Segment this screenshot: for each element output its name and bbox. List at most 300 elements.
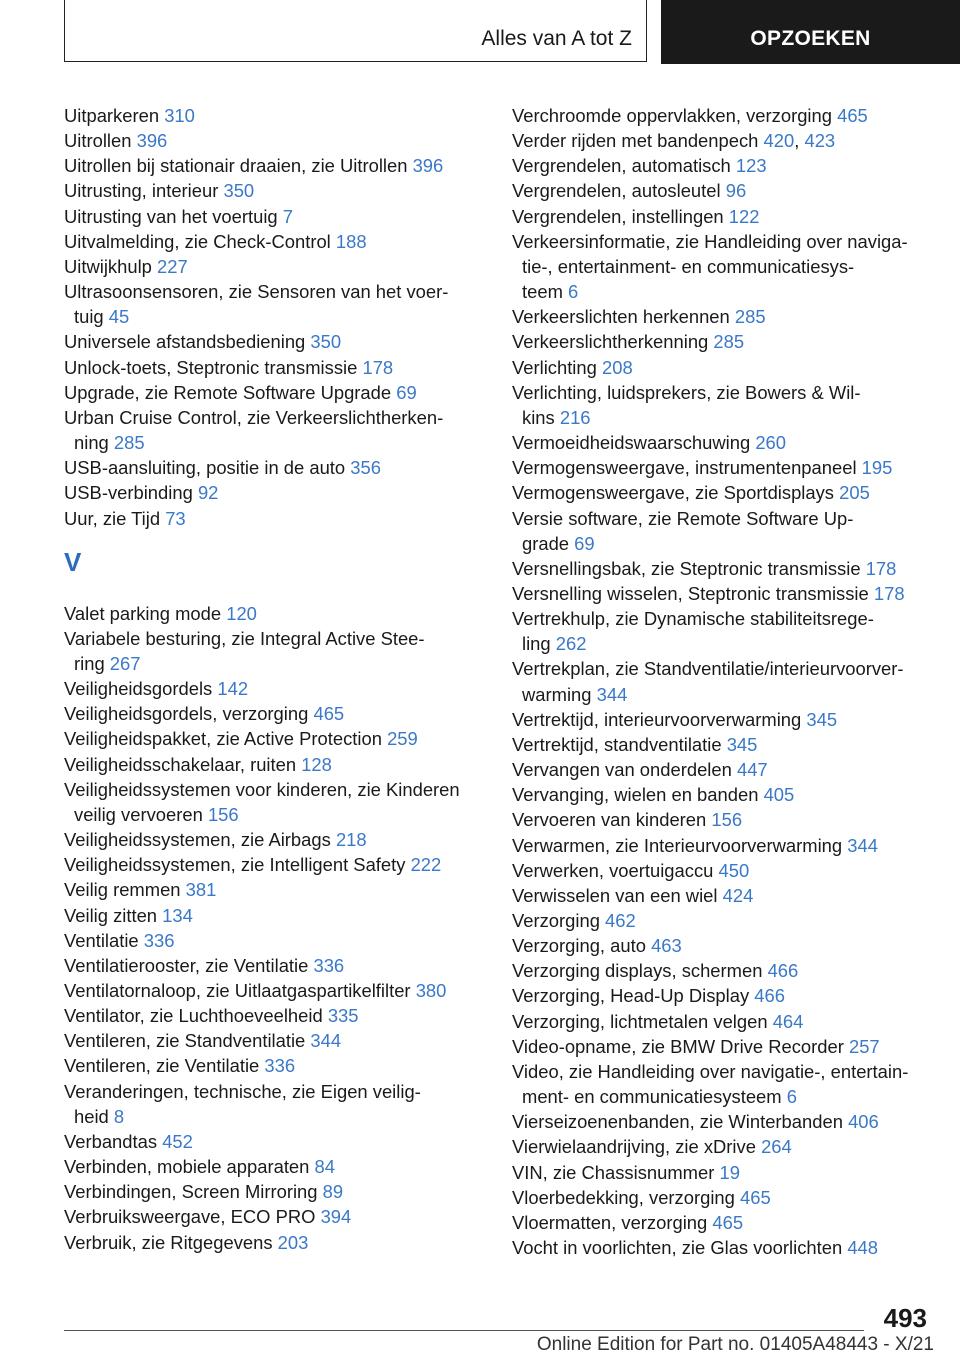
index-entry-line (64, 827, 484, 852)
index-entry-line (522, 631, 942, 656)
page-link[interactable]: 463 (651, 935, 682, 957)
page-link[interactable]: 134 (162, 904, 193, 926)
footer-divider (64, 1330, 864, 1331)
page-link[interactable]: 69 (396, 381, 417, 403)
page-link[interactable]: 466 (754, 985, 785, 1007)
index-entry-text: Veiligheidssystemen voor kinderen, zie Kinderen (64, 778, 460, 800)
index-entry-line (512, 355, 942, 380)
index-entry (512, 581, 942, 606)
index-entry-line (512, 707, 942, 732)
footer-edition-text: Online Edition for Part no. 01405A48443 - X/21 (536, 1334, 934, 1355)
index-entry-line (64, 254, 484, 279)
index-entry-text: Uitrollen bij stationair draaien, zie Uitrollen (64, 155, 408, 177)
index-entry-text: Veiligheidsschakelaar, ruiten (64, 753, 297, 775)
index-entry-line (64, 1230, 484, 1255)
index-entry-line (512, 908, 942, 933)
index-entry-text: Ventilator, zie Luchthoeveelheid (64, 1005, 323, 1027)
index-entry-line (512, 1034, 942, 1059)
index-entry-text: Universele afstandsbediening (64, 331, 306, 353)
index-entry (512, 1185, 942, 1210)
index-entry-line (64, 355, 484, 380)
page-link[interactable]: 447 (736, 759, 768, 781)
index-entry-text: Ventilatornaloop, zie Uitlaatgaspartikelfilter (64, 980, 411, 1001)
index-entry-line (512, 128, 942, 153)
page-link[interactable]: 188 (335, 230, 367, 252)
index-entry (512, 153, 942, 178)
tab-opzoeken[interactable] (661, 0, 960, 64)
index-entry (512, 355, 942, 380)
index-entry-text: Verzorging, lichtmetalen velgen (512, 1010, 768, 1032)
index-entry (64, 978, 484, 1003)
index-entry-line (64, 405, 484, 430)
page-link[interactable]: 203 (277, 1231, 309, 1253)
index-entry-line (512, 430, 942, 455)
index-entry-text: Verkeerslichten herkennen (512, 306, 730, 328)
page-link[interactable]: 267 (109, 652, 141, 674)
index-entry (64, 1079, 484, 1129)
page-link[interactable]: 120 (226, 602, 257, 624)
index-entry-text: Ultrasoonsensoren, zie Sensoren van het voer- (64, 281, 449, 303)
index-entry-text: Verbruiksweergave, ECO PRO (64, 1206, 316, 1228)
index-entry-line (64, 1003, 484, 1028)
page-link[interactable]: 394 (320, 1206, 352, 1228)
page-link[interactable]: 381 (185, 879, 217, 901)
page-link[interactable]: 216 (559, 406, 591, 428)
index-entry (64, 329, 484, 354)
index-entry-text: Valet parking mode (64, 602, 222, 624)
page-link[interactable]: 380 (415, 980, 447, 1001)
index-entry (64, 852, 484, 877)
index-entry (512, 1034, 942, 1059)
page-link[interactable]: 285 (113, 432, 145, 454)
index-entry-text: Urban Cruise Control, zie Verkeerslichtherken- (64, 406, 444, 428)
index-entry (512, 204, 942, 229)
index-entry (512, 380, 942, 430)
index-entry-text: Uitwijkhulp (64, 255, 152, 277)
index-entry (64, 752, 484, 777)
page-link[interactable]: 335 (327, 1005, 359, 1027)
index-entry-text: Verbindingen, Screen Mirroring (64, 1181, 318, 1203)
index-entry-line (64, 953, 484, 978)
index-entry-line (512, 833, 942, 858)
index-entry-line (64, 229, 484, 254)
index-entry-text: Vierseizoenenbanden, zie Winterbanden (512, 1111, 843, 1133)
index-entry-text: Versnellingsbak, zie Steptronic transmissie (512, 557, 861, 579)
index-entry-text: Vervoeren van kinderen (512, 809, 707, 831)
page-link[interactable]: 350 (223, 180, 255, 202)
page-link[interactable]: 465 (837, 105, 868, 126)
page-link[interactable]: 465 (313, 703, 345, 725)
index-entry (512, 1009, 942, 1034)
index-entry (64, 701, 484, 726)
index-entry-text: ment- en communicatiesysteem (522, 1086, 782, 1108)
page-link[interactable]: 396 (412, 155, 444, 177)
page-link[interactable]: 336 (143, 929, 175, 951)
page-link[interactable]: 178 (362, 356, 394, 378)
index-entry-line (522, 682, 942, 707)
index-entry (512, 1134, 942, 1159)
index-entry-text: ling (522, 633, 551, 655)
page-link[interactable]: 465 (740, 1186, 771, 1208)
index-entry-text: Verwerken, voertuigaccu (512, 859, 714, 881)
index-entry (64, 626, 484, 676)
index-entry (512, 1160, 942, 1185)
index-entry (64, 1053, 484, 1078)
index-entry-text: Veiligheidsgordels (64, 678, 213, 700)
index-entry (512, 908, 942, 933)
page-link[interactable]: 123 (735, 155, 767, 177)
index-entry-text: Vertrektijd, interieurvoorverwarming (512, 708, 802, 730)
page-link[interactable]: 264 (761, 1136, 792, 1158)
index-entry (64, 601, 484, 626)
index-entry-line (64, 903, 484, 928)
index-entry-line (512, 757, 942, 782)
index-entry-text: Vervanging, wielen en banden (512, 784, 759, 806)
index-entry-line (512, 506, 942, 531)
index-entry-text: Versnelling wisselen, Steptronic transmissie (512, 582, 869, 604)
page-link[interactable]: 462 (605, 910, 636, 931)
index-entry (64, 355, 484, 380)
index-entry-line (74, 651, 484, 676)
index-entry (512, 1109, 942, 1134)
index-entry-text: Uitrusting, interieur (64, 180, 219, 202)
index-entry-text: Verkeersinformatie, zie Handleiding over naviga- (512, 230, 908, 252)
page-link[interactable]: 142 (217, 678, 249, 700)
page-link[interactable]: 257 (848, 1035, 880, 1057)
index-entry-line (74, 304, 484, 329)
index-entry-text: Ventileren, zie Standventilatie (64, 1030, 306, 1052)
page-link[interactable]: 464 (772, 1010, 804, 1032)
index-entry (512, 1059, 942, 1109)
index-entry (64, 153, 484, 178)
index-entry-line (512, 933, 942, 958)
index-entry-text: USB-aansluiting, positie in de auto (64, 457, 346, 479)
page-link[interactable]: 345 (726, 733, 758, 755)
index-entry (512, 304, 942, 329)
page-link[interactable]: 45 (108, 306, 130, 328)
index-entry-text: Vermoeidheidswaarschuwing (512, 432, 751, 454)
index-entry-line (512, 958, 942, 983)
index-entry-line (512, 153, 942, 178)
page-link[interactable]: 310 (164, 105, 195, 126)
index-entry-line (64, 978, 484, 1003)
index-entry-text: Veiligheidspakket, zie Active Protection (64, 728, 382, 750)
index-entry-line (64, 1154, 484, 1179)
index-entry-text: Verwarmen, zie Interieurvoorverwarming (512, 834, 843, 856)
index-entry (64, 877, 484, 902)
index-entry-line (512, 1134, 942, 1159)
index-entry-line (512, 204, 942, 229)
page-link[interactable]: 218 (335, 829, 367, 851)
page-link[interactable]: 405 (763, 784, 795, 806)
page-link[interactable]: 452 (162, 1130, 193, 1152)
index-entry-text: tie-, entertainment- en communicatiesys- (522, 255, 855, 277)
index-entry (512, 983, 942, 1008)
page-link[interactable]: 178 (865, 557, 897, 579)
index-entry-line (64, 1079, 484, 1104)
page-link[interactable]: 6 (568, 281, 579, 303)
index-entry-text: Upgrade, zie Remote Software Upgrade (64, 381, 392, 403)
page-link[interactable]: 424 (722, 884, 754, 906)
index-entry (512, 782, 942, 807)
index-entry-text: Vocht in voorlichten, zie Glas voorlichten (512, 1237, 843, 1259)
page-link[interactable]: 450 (718, 859, 750, 881)
index-entry-text: Vervangen van onderdelen (512, 759, 732, 781)
index-entry-line (512, 1185, 942, 1210)
index-entry-line (522, 531, 942, 556)
index-entry (64, 1129, 484, 1154)
index-entry-line (512, 304, 942, 329)
index-entry (64, 178, 484, 203)
page-link[interactable]: 69 (574, 532, 595, 554)
index-entry-text: Vergrendelen, autosleutel (512, 180, 721, 202)
index-entry (64, 1003, 484, 1028)
page-link[interactable]: 178 (873, 582, 905, 604)
index-entry (512, 430, 942, 455)
index-entry-line (522, 279, 942, 304)
index-entry-text: Uitrusting van het voertuig (64, 205, 278, 227)
index-entry-line (522, 254, 942, 279)
index-letter-heading: V (64, 546, 82, 577)
index-entry (512, 506, 942, 556)
page-link[interactable]: 128 (301, 753, 332, 775)
index-entry-line (64, 455, 484, 480)
index-entry-line (64, 329, 484, 354)
index-entry (64, 128, 484, 153)
index-entry-text: Ventileren, zie Ventilatie (64, 1055, 260, 1077)
index-entry-text: Vloermatten, verzorging (512, 1211, 708, 1233)
index-entry-line (512, 380, 942, 405)
page-link[interactable]: 259 (387, 728, 418, 750)
page-link[interactable]: 336 (264, 1055, 296, 1077)
index-entry-line (512, 782, 942, 807)
index-entry-line (512, 983, 942, 1008)
index-entry-line (512, 732, 942, 757)
index-entry (64, 1204, 484, 1229)
index-entry (512, 606, 942, 656)
index-entry (512, 556, 942, 581)
index-entry-text: Veilig remmen (64, 879, 181, 901)
page-link[interactable]: 8 (113, 1105, 125, 1127)
index-entry (512, 103, 942, 128)
index-entry-line (512, 178, 942, 203)
index-entry-line (64, 103, 484, 128)
page-link[interactable]: 222 (410, 854, 442, 876)
page-link[interactable]: 19 (719, 1161, 740, 1183)
index-entry (64, 953, 484, 978)
page-link[interactable]: 156 (207, 803, 239, 825)
index-entry (64, 1179, 484, 1204)
index-entry-text: Video-opname, zie BMW Drive Recorder (512, 1035, 844, 1057)
index-entry-text: Verzorging, Head-Up Display (512, 985, 750, 1007)
page-link[interactable]: 7 (282, 205, 294, 227)
page-link[interactable]: 285 (713, 331, 745, 353)
index-entry-line (512, 480, 942, 505)
index-entry-line (512, 656, 942, 681)
index-entry-text: Veranderingen, technische, zie Eigen veilig- (64, 1080, 421, 1102)
index-entry-text: Unlock-toets, Steptronic transmissie (64, 356, 358, 378)
index-entry-line (64, 128, 484, 153)
index-entry-line (512, 455, 942, 480)
index-entry-line (512, 883, 942, 908)
index-entry (64, 204, 484, 229)
index-entry (64, 726, 484, 751)
page-link[interactable]: 396 (136, 130, 168, 152)
section-title-box (64, 0, 647, 62)
index-entry-text: Uitvalmelding, zie Check-Control (64, 230, 331, 252)
index-entry (512, 883, 942, 908)
page-link[interactable]: 89 (322, 1181, 344, 1203)
page-header (0, 0, 960, 65)
index-entry (64, 103, 484, 128)
index-entry-text: Versie software, zie Remote Software Up- (512, 507, 854, 529)
index-entry-text: Uur, zie Tijd (64, 507, 161, 529)
index-entry-text: Veiligheidsgordels, verzorging (64, 703, 309, 725)
index-entry (512, 656, 942, 706)
index-entry-text: teem (522, 281, 563, 303)
page-link[interactable]: 448 (847, 1237, 878, 1259)
index-entry-line (512, 858, 942, 883)
index-entry-line (64, 752, 484, 777)
index-entry-text: Veilig zitten (64, 904, 158, 926)
index-entry (512, 455, 942, 480)
index-entry-line (64, 204, 484, 229)
index-entry (64, 928, 484, 953)
index-entry-line (64, 726, 484, 751)
page-link[interactable]: 406 (848, 1111, 879, 1133)
index-entry (512, 933, 942, 958)
index-entry (64, 480, 484, 505)
index-entry-text: Vermogensweergave, zie Sportdisplays (512, 482, 835, 504)
index-entry (64, 506, 484, 531)
index-entry-text: Ventilatie (64, 929, 139, 951)
index-entry-text: Vertrekhulp, zie Dynamische stabiliteitsrege- (512, 608, 874, 630)
index-entry-text: Ventilatierooster, zie Ventilatie (64, 954, 309, 976)
page-link[interactable]: 92 (197, 482, 219, 504)
page-link[interactable]: 345 (806, 708, 838, 730)
index-entry-line (64, 852, 484, 877)
page-link[interactable]: 423 (804, 130, 836, 152)
index-entry (512, 128, 942, 153)
page-link[interactable]: 420 (763, 130, 795, 152)
page-link[interactable]: 260 (755, 432, 787, 454)
index-entry-line (512, 606, 942, 631)
index-entry-line (74, 1104, 484, 1129)
page-link[interactable]: 356 (350, 457, 381, 479)
page-link[interactable]: 285 (734, 306, 766, 328)
index-entry (512, 480, 942, 505)
index-entry-line (522, 405, 942, 430)
index-entry (64, 827, 484, 852)
page-link[interactable]: 122 (728, 205, 760, 227)
page-link[interactable]: 336 (313, 954, 345, 976)
index-entry (512, 958, 942, 983)
page-link[interactable]: 262 (555, 633, 587, 655)
index-entry (512, 229, 942, 304)
index-entry-line (64, 480, 484, 505)
index-entry-text: Variabele besturing, zie Integral Active Stee- (64, 627, 425, 649)
index-entry-text: Veiligheidssystemen, zie Intelligent Safety (64, 854, 406, 876)
index-entry-line (64, 626, 484, 651)
page-link[interactable]: 350 (310, 331, 342, 353)
index-entry-line (512, 556, 942, 581)
index-entry-text: Vertrektijd, standventilatie (512, 733, 722, 755)
index-entry-text: Vierwielaandrijving, zie xDrive (512, 1136, 756, 1158)
index-entry-text: Veiligheidssystemen, zie Airbags (64, 829, 331, 851)
index-entry-line (512, 1109, 942, 1134)
index-entry-text: Verbandtas (64, 1130, 158, 1152)
page-link[interactable]: 344 (596, 683, 628, 705)
index-entry-line (64, 380, 484, 405)
page-link[interactable]: 344 (847, 834, 878, 856)
index-entry (64, 676, 484, 701)
index-entry (64, 279, 484, 329)
index-entry-text: Verbinden, mobiele apparaten (64, 1156, 310, 1178)
index-entry (512, 858, 942, 883)
index-entry-text: Vergrendelen, automatisch (512, 155, 731, 177)
index-column-left (64, 103, 484, 1255)
page-link[interactable]: 208 (601, 356, 633, 378)
page-link[interactable]: 84 (314, 1156, 335, 1178)
index-entry-line (512, 229, 942, 254)
index-entry-text: heid (74, 1105, 109, 1127)
index-entry-line (64, 777, 484, 802)
index-entry-line (512, 1059, 942, 1084)
index-entry-text: Uitrollen (64, 130, 132, 152)
index-entry-line (64, 178, 484, 203)
index-entry-text: Verbruik, zie Ritgegevens (64, 1231, 273, 1253)
page-link[interactable]: 6 (786, 1086, 797, 1108)
index-entry-line (64, 928, 484, 953)
index-entry (512, 1210, 942, 1235)
index-entry-line (64, 506, 484, 531)
index-entry-line (522, 1084, 942, 1109)
page-link[interactable]: 156 (711, 809, 743, 831)
index-entry-line (74, 430, 484, 455)
index-entry-line (64, 279, 484, 304)
index-entry-text: Vermogensweergave, instrumentenpaneel (512, 457, 857, 479)
page-link[interactable]: 96 (725, 180, 747, 202)
page-link[interactable]: 227 (157, 255, 188, 277)
index-entry (512, 757, 942, 782)
index-column-right (512, 103, 942, 1260)
page-link[interactable]: 73 (165, 507, 186, 529)
page-link[interactable]: 195 (861, 457, 893, 479)
page-link[interactable]: 465 (712, 1211, 744, 1233)
page-link[interactable]: 205 (839, 482, 870, 504)
index-entry-line (512, 1009, 942, 1034)
section-title: Alles van A tot Z (481, 27, 632, 50)
index-entry-line (64, 1053, 484, 1078)
index-entry-text: Verder rijden met bandenpech (512, 130, 759, 152)
page-number: 493 (883, 1303, 927, 1333)
page-link[interactable]: 466 (767, 960, 799, 982)
index-entry-text: warming (522, 683, 592, 705)
tab-label: OPZOEKEN (750, 27, 871, 50)
index-entry-text: Video, zie Handleiding over navigatie-, entertain- (512, 1060, 909, 1082)
index-entry (64, 254, 484, 279)
page-link[interactable]: 344 (310, 1030, 342, 1052)
index-entry (64, 229, 484, 254)
index-entry-line (64, 701, 484, 726)
index-entry (64, 1028, 484, 1053)
index-entry (64, 1230, 484, 1255)
index-entry-text: Verzorging (512, 910, 600, 931)
index-entry-text: veilig vervoeren (74, 803, 203, 825)
index-entry-line (512, 807, 942, 832)
index-entry (512, 707, 942, 732)
index-entry-text: Verzorging, auto (512, 935, 646, 957)
